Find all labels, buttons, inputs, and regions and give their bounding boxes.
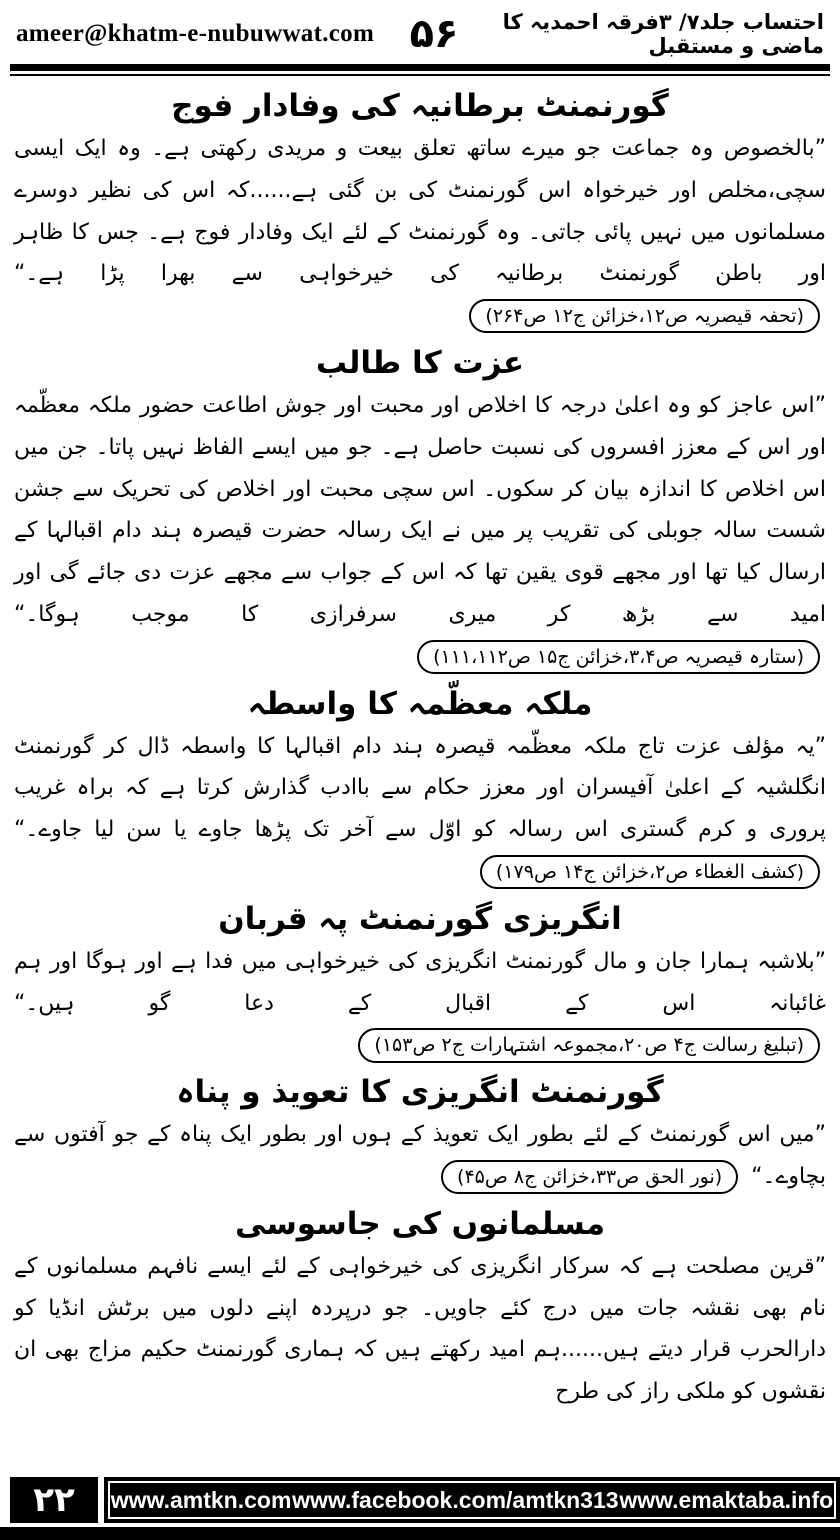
citation-badge: (کشف الغطاء ص۲،خزائن ج۱۴ ص۱۷۹)	[480, 855, 820, 889]
quote-text: ”بالخصوص وہ جماعت جو میرے ساتھ تعلق بیعت و مریدی رکھتی ہے۔ وہ ایک ایسی سچی،مخلص اور خیرخواہ اس گورنمنٹ کی بن گئی ہے......کہ اس کی نظیر دوسرے مسلمانوں میں نہیں پائی جاتی۔ وہ گورنمنٹ کے لئے ایک وفادار فوج ہے۔ جس کا ظاہر اور باطن گورنمنٹ برطانیہ کی خیرخواہی سے بھرا پڑا ہے۔“	[14, 136, 826, 287]
section-heading: مسلمانوں کی جاسوسی	[234, 1205, 606, 1242]
section-body	[14, 1114, 826, 1198]
footer-link-emaktaba: www.emaktaba.info	[619, 1486, 834, 1513]
quote-text: ”قرین مصلحت ہے کہ سرکار انگریزی کی خیرخواہی کے لئے ایسے نافہم مسلمانوں کے نام بھی نقشہ جات میں درج کئے جاویں۔ جو درپردہ اپنے دلوں میں برٹش انڈیا کو دارالحرب قرار دیتے ہیں......ہم امید رکھتے ہیں کہ ہماری گورنمنٹ حکیم مزاج بھی ان نقشوں کو ملکی راز کی طرح	[14, 1253, 826, 1405]
section-heading: ملکہ معظّمہ کا واسطہ	[247, 685, 593, 722]
footer-link-amtkn: www.amtkn.com	[110, 1486, 292, 1513]
section-body	[14, 1246, 826, 1413]
section-heading: عزت کا طالب	[315, 344, 525, 381]
quote-text: ”بلاشبہ ہمارا جان و مال گورنمنٹ انگریزی کی خیرخواہی میں فدا ہے اور ہوگا اور ہم غائبانہ اس کے اقبال کے دعا گو ہیں۔“	[14, 948, 826, 1016]
footer-page-number: ۲۲	[10, 1477, 98, 1523]
section-body	[14, 726, 826, 893]
footer-links-bar	[104, 1477, 840, 1523]
page-header	[10, 8, 830, 64]
header-rule-thick	[10, 64, 830, 71]
citation-badge: (تحفہ قیصریہ ص۱۲،خزائن ج۱۲ ص۲۶۴)	[469, 299, 820, 333]
page-footer	[0, 1477, 840, 1540]
section-body	[14, 385, 826, 678]
section-queen-appeal	[14, 686, 826, 893]
section-devotion-to-government	[14, 901, 826, 1066]
footer-links	[108, 1481, 836, 1519]
section-body	[14, 128, 826, 337]
header-book-title: احتساب جلد۷/ ۳فرقہ احمدیہ کا ماضی و مستقبل	[502, 10, 824, 58]
section-body	[14, 941, 826, 1066]
quote-text: ”اس عاجز کو وہ اعلیٰ درجہ کا اخلاص اور محبت اور جوش اطاعت حضور ملکہ معظّمہ اور اس کے معزز افسروں کی نسبت حاصل ہے۔ جو میں ایسے الفاظ نہیں پاتا۔ جن میں اس اخلاص کا اندازہ بیان کر سکوں۔ اس سچی محبت اور اخلاص کی تحریک سے جشن شست سالہ جوبلی کی تقریب پر میں نے ایک رسالہ حضرت قیصرہ ہند دام اقبالہا کے ارسال کیا تھا اور مجھے قوی یقین تھا کہ اس کے جواب سے مجھے عزت دی جائے گی اور امید سے بڑھ کر میری سرفرازی کا موجب ہوگا۔“	[14, 392, 826, 627]
section-heading: گورنمنٹ انگریزی کا تعویذ و پناہ	[176, 1074, 664, 1111]
section-heading: انگریزی گورنمنٹ پہ قربان	[218, 900, 622, 937]
footer-row	[0, 1477, 840, 1523]
citation-badge: (نور الحق ص۳۳،خزائن ج۸ ص۴۵)	[441, 1160, 738, 1194]
header-email: ameer@khatm-e-nubuwwat.com	[16, 20, 375, 47]
quote-text: ”میں اس گورنمنٹ کے لئے بطور ایک تعویذ کے ہوں اور بطور ایک پناہ کے جو آفتوں سے بچاوے۔“	[14, 1122, 826, 1189]
section-loyal-army	[14, 88, 826, 337]
section-seeker-of-honor	[14, 345, 826, 678]
citation-badge: (تبلیغ رسالت ج۴ ص۲۰،مجموعہ اشتہارات ج۲ ص۱۵۳)	[358, 1028, 820, 1062]
section-spying-on-muslims	[14, 1206, 826, 1413]
page-content	[10, 76, 830, 1413]
header-page-number: ۵۶	[409, 11, 459, 57]
footer-bottom-strip	[0, 1527, 840, 1540]
section-heading: گورنمنٹ برطانیہ کی وفادار فوج	[171, 88, 669, 124]
footer-link-facebook: www.facebook.com/amtkn313	[292, 1486, 619, 1513]
citation-badge: (ستارہ قیصریہ ص۳،۴،خزائن ج۱۵ ص۱۱۱،۱۱۲)	[417, 640, 820, 674]
section-amulet-and-refuge	[14, 1074, 826, 1198]
quote-text: ”یہ مؤلف عزت تاج ملکہ معظّمہ قیصرہ ہند دام اقبالہا کا واسطہ ڈال کر گورنمنٹ انگلشیہ کے اعلیٰ آفیسران اور معزز حکام سے باادب گذارش کرتا ہے کہ براہ غریب پروری و کرم گستری اس رسالہ کو اوّل سے آخر تک پڑھا جاوے یا سن لیا جاوے۔“	[14, 733, 826, 843]
